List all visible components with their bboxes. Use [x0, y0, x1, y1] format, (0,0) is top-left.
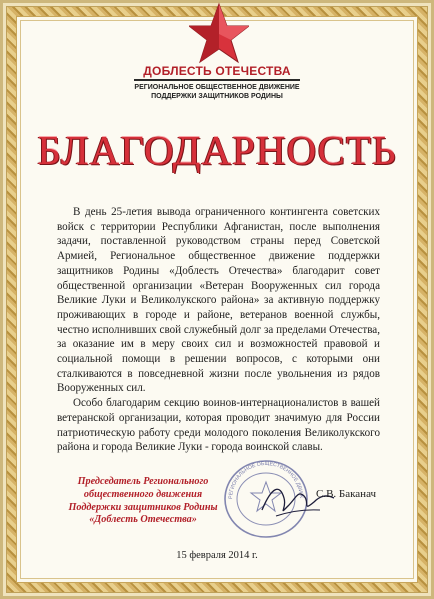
signatory-position-line-1: Председатель Регионального — [77, 476, 209, 487]
organization-divider — [134, 79, 300, 81]
body-paragraph-2: Особо благодарим секцию воинов-интернационалистов в вашей ветеранской организации, которая проводит значимую для России патриотическую работу среди молодого поколения Великолукского района и города Великие Луки - города воинской славы. — [57, 397, 380, 454]
signatory-position-line-2: общественного движения — [83, 488, 203, 500]
signatory-position — [68, 476, 218, 527]
organization-subtitle-1: РЕГИОНАЛЬНОЕ ОБЩЕСТВЕННОЕ ДВИЖЕНИЕ — [134, 84, 300, 91]
body-paragraph-1: В день 25-летия вывода ограниченного контингента советских войск с территории Республики Афганистан, после выполнения задачи, поставленной руководством страны перед Советской Армией, Региональное общественное движение поддержки защитников Родины «Доблесть Отечества» благодарит совет общественной организации «Ветеран Вооруженных сил города Великие Луки и Великолукского района» за активную поддержку проживающих в городе и районе, ветеранов военной службы, честно исполнивших свой служебный долг за пределами Отечества, за оказание им в меру своих сил и возможностей правовой и социальной помощи в решении вопросов, с которыми они сталкиваются в повседневной жизни после увольнения из рядов Вооруженных сил. — [57, 206, 380, 395]
red-star-emblem-icon — [189, 2, 249, 64]
signatory-position-line-4: «Доблесть Отечества» — [89, 514, 197, 526]
stamp-text: РЕГИОНАЛЬНОЕ ОБЩЕСТВЕННОЕ ДВИЖ — [227, 460, 305, 500]
handwritten-signature — [258, 476, 338, 526]
organization-subtitle-2: ПОДДЕРЖКИ ЗАЩИТНИКОВ РОДИНЫ — [151, 93, 283, 100]
signatory-position-line-3: Поддержки защитников Родины — [68, 501, 218, 513]
organization-name: ДОБЛЕСТЬ ОТЕЧЕСТВА — [143, 64, 291, 78]
document-title: БЛАГОДАРНОСТЬ — [37, 127, 397, 173]
signatory-name: С.В. Баканач — [316, 488, 377, 500]
document-body — [57, 205, 380, 455]
document-date: 15 февраля 2014 г. — [176, 550, 258, 561]
